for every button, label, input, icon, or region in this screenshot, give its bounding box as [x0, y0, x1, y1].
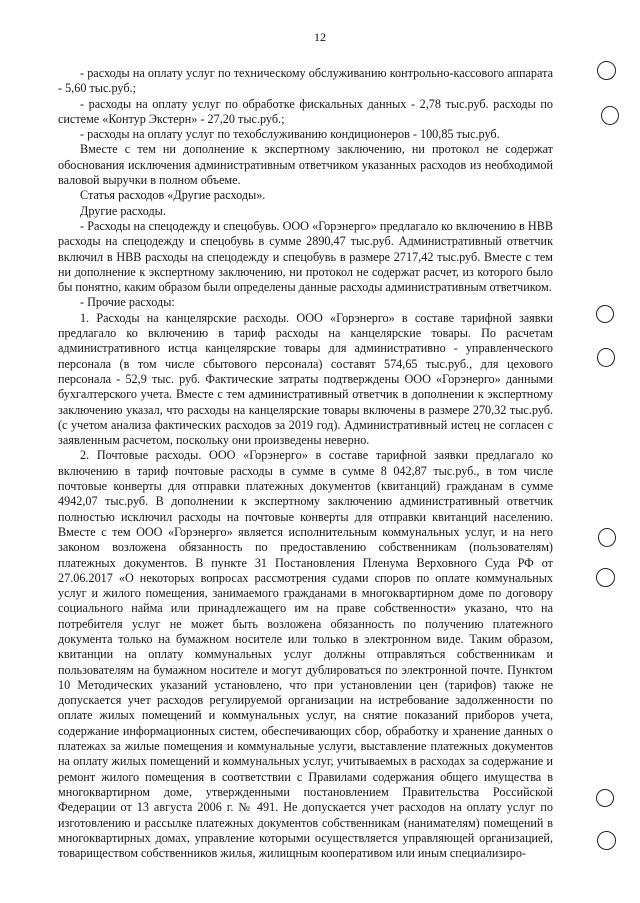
binding-hole: [596, 305, 614, 323]
paragraph: - расходы на оплату услуг по обработке фискальных данных - 2,78 тыс.руб. расходы по системе «Контур Экстерн» - 27,20 тыс.руб.;: [58, 96, 553, 126]
binding-hole: [597, 831, 616, 850]
paragraph: - Расходы на спецодежду и спецобувь. ООО «Горэнерго» предлагало ко включению в НВВ расходы на спецодежду и спецобувь в сумме 2890,47 тыс.руб. Административный ответчик включил в НВВ расходы на спецодежду и спецобувь в размере 2717,42 тыс.руб. Вместе с тем ни дополнение к экспертному заключению, ни протокол не содержат расчет, из которого было бы понятно, каким образом были определены данные расходы административным ответчиком.: [58, 218, 553, 295]
section-heading: Статья расходов «Другие расходы».: [80, 188, 266, 203]
page-number: 12: [314, 30, 326, 44]
paragraph: 2. Почтовые расходы. ООО «Горэнерго» в составе тарифной заявки предлагало ко включению в тариф почтовые расходы в сумме в сумме 8 042,87 тыс.руб., в том числе почтовые конверты для отправки платежных документов (квитанций) гражданам в сумме 4942,07 тыс.руб. В дополнении к экспертному заключению административный ответчик полностью исключил расходы на почтовые конверты для отправки квитанций населению. Вместе с тем ООО «Горэнерго» является исполнительным коммунальных услуг, и на него законом возложена обязанность по предоставлению собственникам (пользователям) платежных документов. В пункте 31 Постановления Пленума Верховного Суда РФ от 27.06.2017 «О некоторых вопросах рассмотрения судами споров по оплате коммунальных услуг и жилого помещения, занимаемого гражданами в многоквартирном доме по договору социального найма или принадлежащего им на праве собственности» указано, что на потребителя услуг не может быть возложена обязанность по получению платежного документа только на бумажном носителе или только в электронном виде. Таким образом, квитанции на оплату коммунальных услуг должны отправляться собственникам и пользователям на бумажном носителе и могут дублироваться по электронной почте. Пунктом 10 Методических указаний установлено, что при установлении цен (тарифов) также не допускается учет расходов регулируемой организации на истребование задолженности по оплате жилых помещений и коммунальных услуг, на снятие показаний приборов учета, содержание информационных систем, обеспечивающих сбор, обработку и хранение данных о платежах за жилые помещения и коммунальные услуги, выставление платежных документов на оплату жилых помещений и коммунальных услуг, учитываемых в расходах за содержание и ремонт жилого помещения в соответствии с Правилами содержания общего имущества в многоквартирном доме, утвержденными постановлением Правительства Российской Федерации от 13 августа 2006 г. № 491. Не допускается учет расходов на оплату услуг по изготовлению и рассылке платежных документов собственникам (нанимателям) помещений в многоквартирных домах, управление которыми осуществляется управляющей организацией, товариществом собственников жилья, жилищным кооперативом или иным специализиро-: [58, 448, 553, 861]
section-heading: Другие расходы.: [80, 203, 166, 218]
binding-hole: [598, 528, 616, 547]
paragraph: Вместе с тем ни дополнение к экспертному заключению, ни протокол не содержат обоснования исключения административным ответчиком указанных расходов из необходимой валовой выручки в полном объеме.: [58, 142, 553, 188]
binding-hole: [597, 61, 616, 80]
paragraph: - расходы на оплату услуг по техническому обслуживанию контрольно-кассового аппарата - 5,60 тыс.руб.;: [58, 66, 553, 96]
binding-hole: [601, 106, 619, 125]
section-heading: - Прочие расходы:: [80, 295, 175, 310]
paragraph: - расходы на оплату услуг по техобслуживанию кондиционеров - 100,85 тыс.руб.: [80, 127, 500, 142]
binding-hole: [596, 568, 615, 587]
document-body: [58, 66, 553, 861]
binding-hole: [597, 348, 615, 367]
paragraph: 1. Расходы на канцелярские расходы. ООО «Горэнерго» в составе тарифной заявки предлагало ко включению в тариф расходы на канцелярские товары. По расчетам административного истца канцелярские товары для административно - управленческого персонала (в том числе сбытового персонала) составят 574,65 тыс.руб., для цехового персонала - 52,9 тыс. руб. Фактические затраты подтверждены ООО «Горэнерго» данными бухгалтерского учета. Вместе с тем административный ответчик в дополнении к экспертному заключению указал, что расходы на канцелярские товары включены в размере 270,32 тыс.руб. (с учетом анализа фактических расходов за 2019 год). Административный истец не согласен с заявленным расчетом, поскольку они произведены неверно.: [58, 310, 553, 448]
binding-hole: [596, 789, 614, 807]
